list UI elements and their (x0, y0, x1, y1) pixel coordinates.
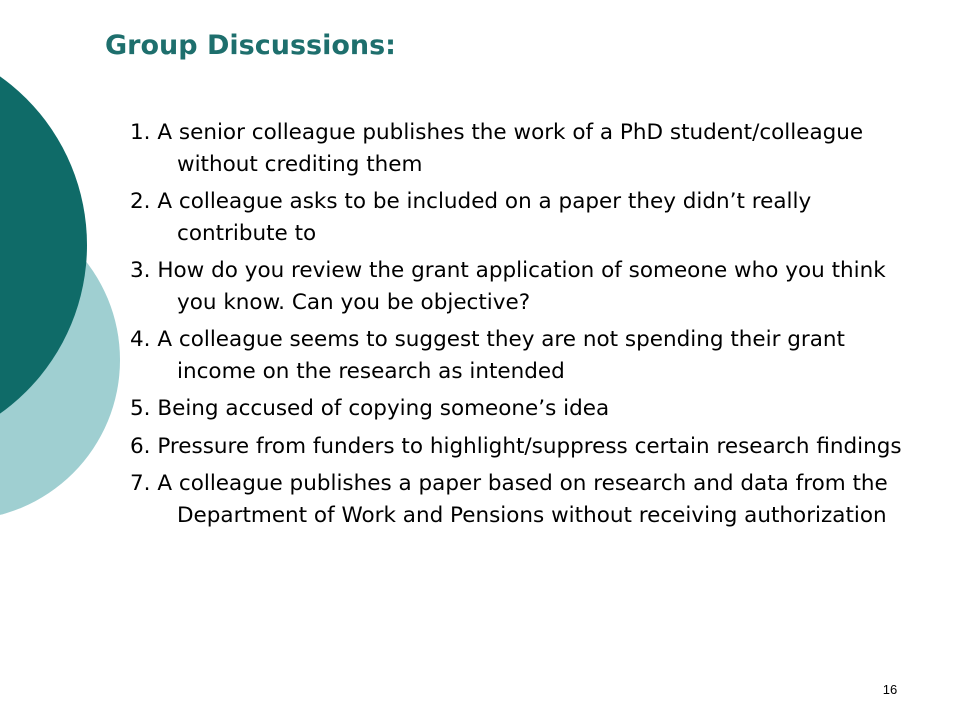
list-item: 1. A senior colleague publishes the work of a PhD student/colleague without crediting them (130, 120, 864, 177)
list-item: 6. Pressure from funders to highlight/suppress certain research findings (130, 433, 902, 459)
list-item: 5. Being accused of copying someone’s idea (130, 396, 610, 421)
list-item: 3. How do you review the grant application of someone who you think you know. Can you be objective? (130, 258, 886, 315)
list-item: 2. A colleague asks to be included on a paper they didn’t really contribute to (130, 189, 812, 246)
list-item: 7. A colleague publishes a paper based on research and data from the Department of Work and Pensions without receiving authorization (130, 471, 888, 528)
slide-title: Group Discussions: (105, 30, 396, 61)
discussion-list (130, 117, 910, 537)
page-number: 16 (882, 682, 898, 697)
list-item: 4. A colleague seems to suggest they are not spending their grant income on the research as intended (130, 327, 845, 384)
